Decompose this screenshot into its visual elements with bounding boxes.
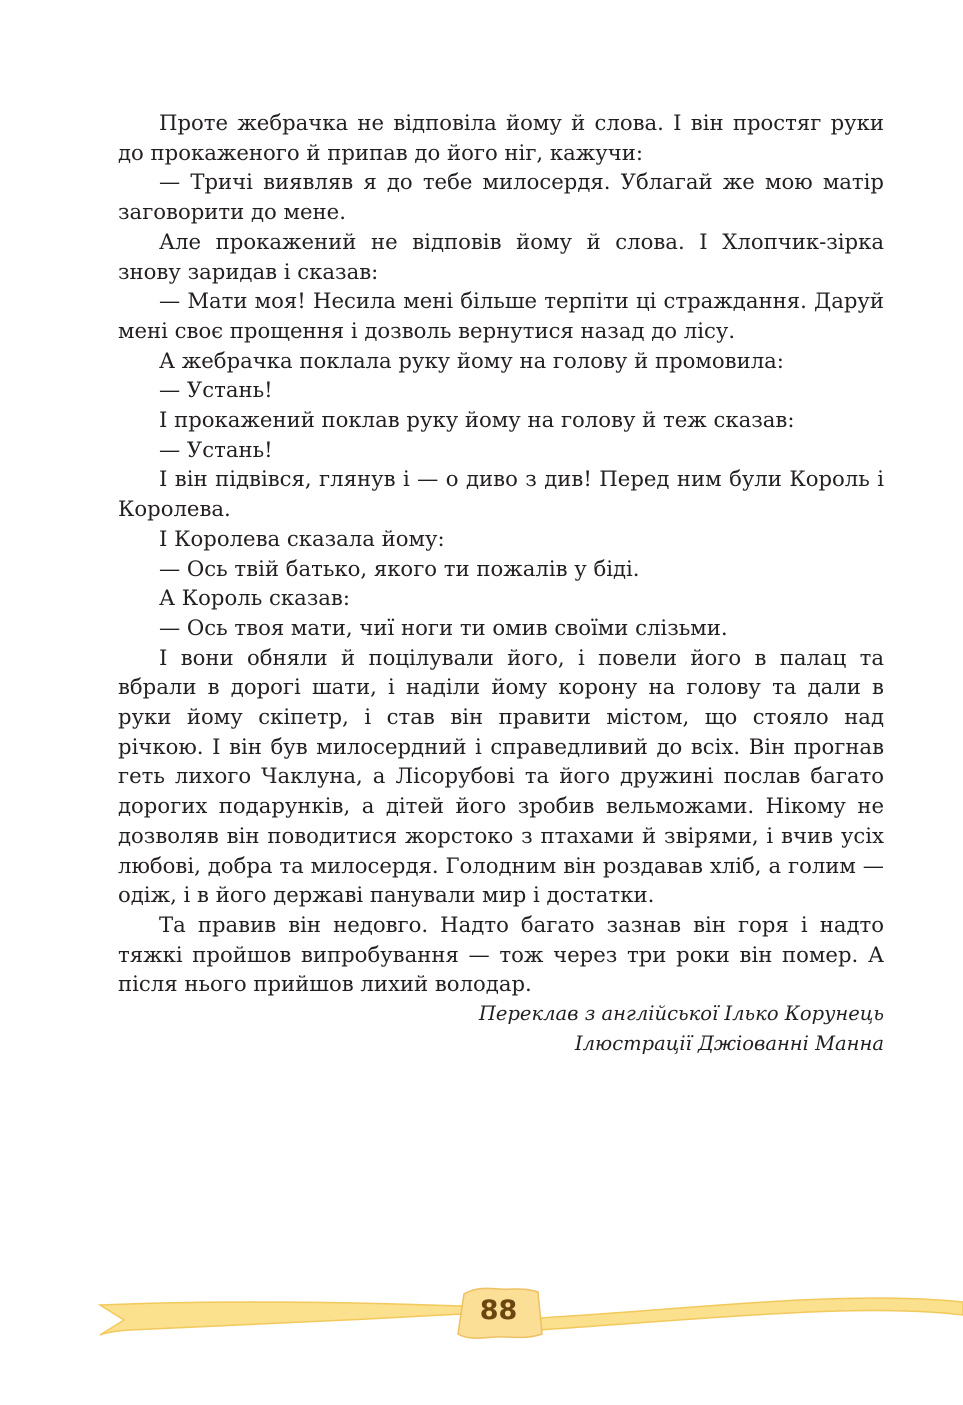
paragraph: А Король сказав: <box>159 585 350 611</box>
paragraph: — Ось твій батько, якого ти пожалів у біді. <box>159 555 640 581</box>
paragraph: — Устань! <box>159 436 273 462</box>
main-text <box>118 108 884 1059</box>
paragraph: — Устань! <box>159 377 273 403</box>
paragraph: — Мати моя! Несила мені більше терпіти ці страждання. Даруй мені своє прощення і дозволь вернутися назад до лісу. <box>118 288 884 343</box>
paragraph: А жебрачка поклала руку йому на голову й промовила: <box>159 347 784 373</box>
paragraph: І прокажений поклав руку йому на голову й теж сказав: <box>159 407 795 433</box>
illustration-credit: Ілюстрації Джіованні Манна <box>574 1031 884 1055</box>
paragraph: — Ось твоя мати, чиї ноги ти омив своїми слізьми. <box>159 614 728 640</box>
paragraph: І Королева сказала йому: <box>159 525 445 551</box>
paragraph: Та правив він недовго. Надто багато зазнав він горя і надто тяжкі пройшов випробування — тож через три роки він помер. А після нього прийшов лихий володар. <box>118 911 884 997</box>
ribbon-left <box>100 1302 462 1335</box>
paragraph: І вони обняли й поцілували його, і повели його в палац та вбрали в дорогі шати, і наділи йому корону на голову та дали в руки йому скіпетр, і став він правити містом, що стояло над річкою. І він був милосердний і справедливий до всіх. Він прогнав геть лихого Чаклуна, а Лісорубові та його дружині послав багато дорогих подарунків, а дітей його зробив вельможами. Нікому не дозволяв він поводитися жорстоко з птахами й звірями, і вчив усіх любові, добра та милосердя. Голодним він роздавав хліб, а голим — одіж, і в його державі панували мир і достатки. <box>118 644 884 908</box>
ribbon-right <box>538 1298 963 1330</box>
paragraph: — Тричі виявляв я до тебе милосердя. Ублагай же мою матір заговорити до мене. <box>118 169 884 225</box>
page-number: 88 <box>479 1295 518 1326</box>
paragraph: І він підвівся, глянув і — о диво з див! Перед ним були Король і Королева. <box>118 466 884 522</box>
paragraph: Проте жебрачка не відповіла йому й слова. І він простяг руки до прокаженого й припав до його ніг, кажучи: <box>118 110 884 165</box>
paragraph: Але прокажений не відповів йому й слова. І Хлопчик-зірка знову заридав і сказав: <box>118 228 884 284</box>
translation-credit: Переклав з англійської Ілько Корунець <box>478 1002 884 1026</box>
